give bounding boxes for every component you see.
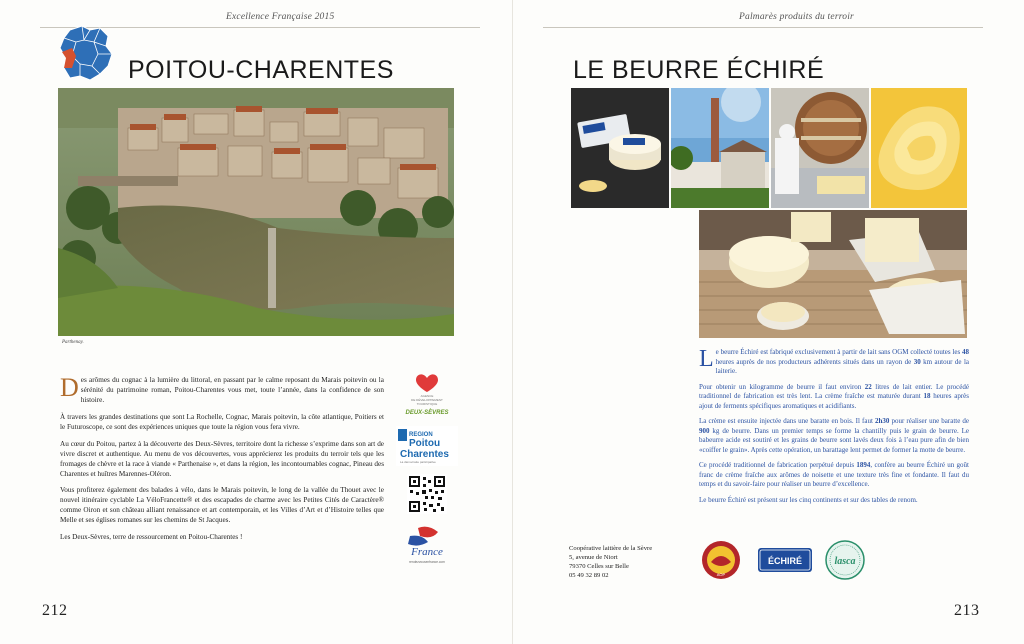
lasca-seal-icon	[825, 540, 865, 580]
qr-code-icon[interactable]	[407, 474, 447, 514]
paragraph-1: Le beurre Échiré est fabriqué exclusivement à partir de lait sans OGM collecté toutes les 48 heures auprès de nos producteurs adhérents situés dans un rayon de 30 km autour de la laiterie.	[699, 346, 969, 376]
sponsor-logos	[392, 372, 462, 574]
running-head-left: Excellence Française 2015	[226, 12, 335, 22]
svg-text:AOP: AOP	[716, 572, 726, 577]
parthenay-aerial-photo	[58, 88, 454, 336]
adt-deux-sevres-logo	[396, 372, 458, 418]
rendez-vous-en-france-logo	[398, 522, 456, 566]
paragraph-1: Des arômes du cognac à la lumière du littoral, en passant par le calme reposant du Marais poitevin ou la sérénité du patrimoine roman, Poitou-Charentes vous met, toute l’année, dans la confidence de son histoire.	[60, 373, 384, 404]
header-rule-right	[543, 27, 983, 28]
svg-text:DEUX-SÈVRES: DEUX-SÈVRES	[405, 410, 449, 416]
butter-description	[699, 348, 969, 511]
svg-text:La démocratie participative: La démocratie participative	[400, 460, 436, 464]
paragraph-5: Le beurre Échiré est présent sur les cinq continents et sur des tables de renom.	[699, 495, 918, 504]
section-title-echire: LE BEURRE ÉCHIRÉ	[573, 56, 825, 84]
paragraph-4: Ce procédé traditionnel de fabrication perpétué depuis 1894, confère au beurre Échiré un goût franc de crème fraîche aux arômes de noisette et une texture très fine et fondante. Il faut du temps et du savoir-faire pour réaliser un beurre d’excellence.	[699, 461, 969, 489]
svg-text:rendezvousenfrance.com: rendezvousenfrance.com	[409, 560, 445, 564]
svg-text:AGENCE: AGENCE	[420, 394, 434, 398]
paragraph-3: Au cœur du Poitou, partez à la découverte des Deux-Sèvres, territoire dont la richesse s’exprime dans son art de vivre discret et authentique. Au menu de vos découvertes, vous apprécierez les produits du terroir tels que les fromages de chèvre et la race à viande « Parthenaise », et dans la région, les incontournables cognac, Pineau des Charentes et huîtres Marennes-Oléron.	[60, 439, 384, 478]
phone-number: 05 49 32 89 02	[569, 572, 609, 580]
svg-text:REGION: REGION	[409, 432, 433, 438]
aop-seal-icon	[701, 540, 741, 580]
page-number-right: 213	[954, 602, 980, 619]
paragraph-3: La crème est ensuite injectée dans une baratte en bois. Il faut 2h30 pour réaliser une baratte de 900 kg de beurre. Dans un premier temps se forme la chantilly puis le grain de beurre. Le babeurre acide est soutiré et les grains de beurre sont lavés deux fois à l’eau pure afin de bien «coiffer le grain». Après cette opération, un barattage lent permet de former la motte de beurre.	[699, 417, 969, 454]
page-number-left: 212	[42, 602, 68, 619]
paragraph-2: Pour obtenir un kilogramme de beurre il faut environ 22 litres de lait entier. Le procédé traditionnel de fabrication est très lent. La crème fraîche est maturée durant 18 heures après ajout de ferments spécifiques aromatiques et acidifiants.	[699, 382, 969, 410]
dairy-chimney-photo	[671, 88, 769, 208]
svg-text:DE DÉVELOPPEMENT: DE DÉVELOPPEMENT	[411, 398, 443, 402]
echire-brand-logo	[756, 540, 814, 580]
running-head-right: Palmarès produits du terroir	[739, 12, 854, 22]
photo-caption: Parthenay.	[62, 340, 84, 345]
right-page	[512, 0, 1024, 644]
svg-text:Poitou: Poitou	[409, 438, 441, 449]
svg-text:ÉCHIRÉ: ÉCHIRÉ	[767, 556, 803, 566]
svg-text:TOURISTIQUE: TOURISTIQUE	[416, 402, 438, 406]
drop-cap: D	[60, 373, 79, 402]
section-title-poitou: POITOU-CHARENTES	[128, 56, 394, 84]
paragraph-4: Vous profiterez également des balades à vélo, dans le Marais poitevin, le long de la vallée du Thouet avec le nouvel itinéraire cyclable La VéloFrancette® et des escapades de charme avec les Petites Cités de Caractère® comme Oiron et son château alliant renaissance et art contemporain, et les Villes d’Art et d’Histoire telles que Melle et ses églises romanes sur les chemins de St Jacques.	[60, 486, 384, 525]
france-region-map-icon	[56, 24, 116, 82]
wooden-churn-photo	[771, 88, 869, 208]
butter-packages-photo	[571, 88, 669, 208]
svg-text:Charentes: Charentes	[400, 449, 449, 460]
address-line-2: 5, avenue de Niort	[569, 554, 618, 562]
cooperative-address	[569, 544, 652, 580]
paragraph-5: Les Deux-Sèvres, terre de ressourcement en Poitou-Charentes !	[60, 533, 243, 542]
drop-cap: L	[699, 346, 714, 372]
butter-curl-photo	[871, 88, 967, 208]
paragraph-2: À travers les grandes destinations que sont La Rochelle, Cognac, Marais poitevin, la côte atlantique, Poitiers et le Futuroscope, ce sont des expériences uniques que toute la région vous fera vivre.	[60, 412, 384, 431]
region-description	[60, 373, 384, 550]
butter-mottes-photo	[699, 210, 967, 338]
address-line-3: 79370 Celles sur Belle	[569, 563, 629, 571]
svg-text:lasca: lasca	[834, 556, 856, 567]
region-poitou-charentes-logo	[396, 426, 458, 466]
address-line-1: Coopérative laitière de la Sèvre	[569, 545, 653, 552]
svg-text:France: France	[411, 546, 443, 558]
